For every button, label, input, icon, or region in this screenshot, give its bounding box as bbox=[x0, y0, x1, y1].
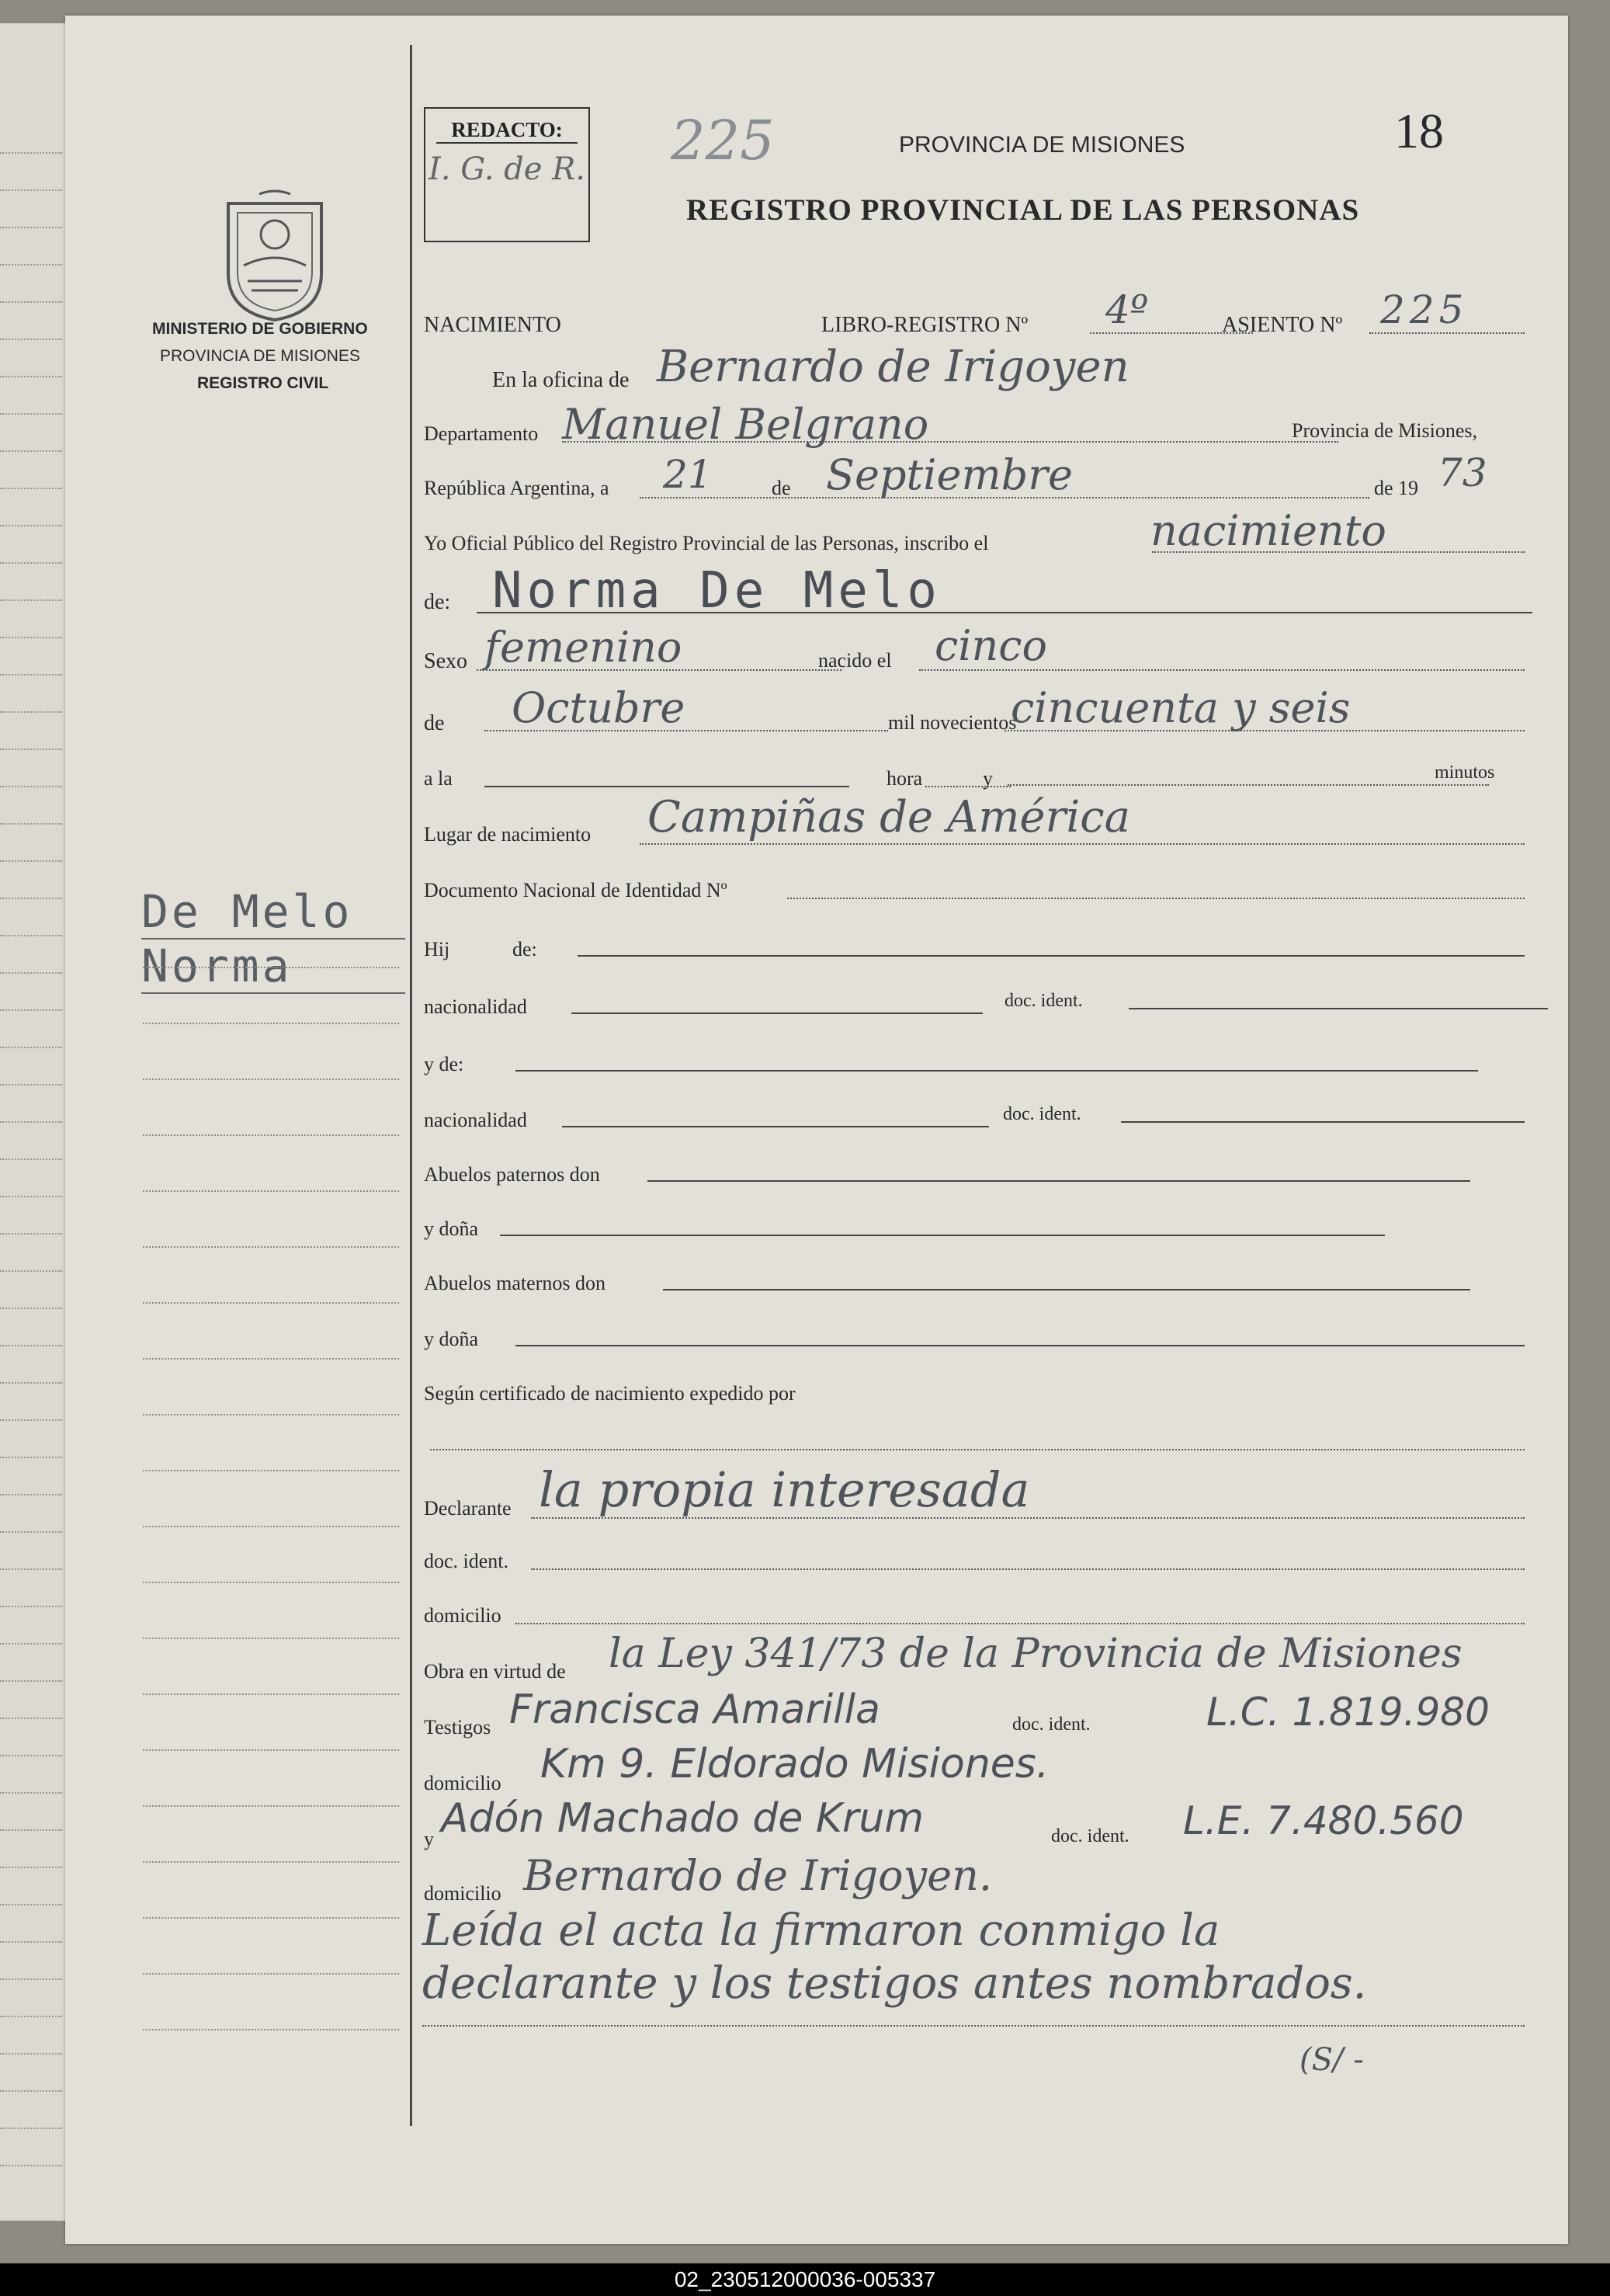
a-la-label: a la bbox=[424, 767, 453, 790]
oficina-value: Bernardo de Irigoyen bbox=[657, 342, 1129, 392]
lugar-value: Campiñas de América bbox=[647, 792, 1130, 842]
doc-ident-1-label: doc. ident. bbox=[1005, 991, 1083, 1011]
abuelos-paternos-line bbox=[647, 1180, 1470, 1182]
registry-title: REGISTRO PROVINCIAL DE LAS PERSONAS bbox=[686, 193, 1360, 227]
de-19-label: de 19 bbox=[1374, 477, 1419, 499]
testigo-1-domicilio-value: Km 9. Eldorado Misiones. bbox=[540, 1741, 1050, 1787]
hij-de-line bbox=[578, 955, 1525, 957]
doc-ident-1-line bbox=[1129, 1008, 1548, 1009]
testigo-2-y-label: y bbox=[424, 1828, 434, 1850]
hij-de-label: de: bbox=[512, 938, 537, 960]
declarante-label: Declarante bbox=[424, 1497, 512, 1520]
previous-page-edge bbox=[0, 23, 65, 2221]
closing-blank-line bbox=[422, 2025, 1525, 2027]
birth-month-line bbox=[484, 730, 888, 731]
mil-novecientos-value: cincuenta y seis bbox=[1011, 683, 1351, 732]
closing-line-1: Leída el acta la firmaron conmigo la bbox=[422, 1905, 1220, 1956]
provincia-label: Provincia de Misiones, bbox=[1292, 419, 1478, 442]
name-de-label: de: bbox=[424, 590, 451, 614]
oficina-label: En la oficina de bbox=[492, 368, 630, 392]
nacido-line bbox=[919, 669, 1525, 671]
register-page bbox=[65, 16, 1568, 2244]
provincial-seal-icon bbox=[213, 188, 337, 324]
minutos-line bbox=[1008, 784, 1489, 786]
name-value: Norma De Melo bbox=[492, 562, 942, 620]
inscribo-line bbox=[1152, 551, 1525, 553]
abuelos-maternos-label: Abuelos maternos don bbox=[424, 1272, 605, 1294]
y-dona-2-label: y doña bbox=[424, 1328, 479, 1350]
obra-label: Obra en virtud de bbox=[424, 1660, 566, 1683]
closing-line-2: declarante y los testigos antes nombrados. bbox=[422, 1958, 1367, 2009]
sexo-label: Sexo bbox=[424, 649, 467, 673]
image-id-footer: 02_230512000036-005337 bbox=[0, 2263, 1610, 2296]
obra-value: la Ley 341/73 de la Provincia de Misiones bbox=[609, 1631, 1463, 1677]
margin-surname: De Melo bbox=[141, 885, 405, 940]
asiento-line bbox=[1369, 332, 1525, 334]
departamento-label: Departamento bbox=[424, 422, 539, 445]
testigos-label: Testigos bbox=[424, 1716, 491, 1738]
hij-label: Hij bbox=[424, 938, 450, 960]
declarante-doc-label: doc. ident. bbox=[424, 1550, 509, 1572]
nacionalidad-2-label: nacionalidad bbox=[424, 1109, 527, 1131]
yo-oficial-label: Yo Oficial Público del Registro Provincial de las Personas, inscribo el bbox=[424, 532, 989, 554]
testigo-1-doc-label: doc. ident. bbox=[1012, 1714, 1091, 1735]
redacto-value: I. G. de R. bbox=[428, 151, 585, 187]
asiento-value: 225 bbox=[1380, 287, 1469, 332]
declarante-domicilio-label: domicilio bbox=[424, 1604, 501, 1627]
minutos-label: minutos bbox=[1435, 762, 1495, 783]
declarante-line bbox=[531, 1517, 1525, 1519]
libro-label: LIBRO-REGISTRO Nº bbox=[821, 313, 1029, 337]
dni-label: Documento Nacional de Identidad Nº bbox=[424, 879, 727, 901]
segun-line bbox=[430, 1449, 1525, 1450]
mil-novecientos-line bbox=[1005, 730, 1525, 731]
nacionalidad-2-line bbox=[562, 1126, 989, 1127]
birth-month-value: Octubre bbox=[512, 683, 685, 732]
departamento-line bbox=[562, 441, 1338, 443]
testigo-2-value: Adón Machado de Krum bbox=[441, 1795, 924, 1842]
nacimiento-label: NACIMIENTO bbox=[424, 313, 561, 337]
sexo-line bbox=[477, 669, 841, 671]
testigo-1-value: Francisca Amarilla bbox=[509, 1686, 880, 1733]
hora-dots bbox=[925, 786, 1011, 787]
nacionalidad-1-line bbox=[571, 1013, 983, 1014]
nacido-value: cinco bbox=[935, 621, 1048, 670]
lugar-line bbox=[640, 843, 1525, 845]
segun-label: Según certificado de nacimiento expedido por bbox=[424, 1382, 796, 1405]
y-label: y bbox=[983, 767, 993, 790]
departamento-value: Manuel Belgrano bbox=[562, 400, 929, 449]
margin-dotted-lines bbox=[143, 912, 399, 2030]
y-de-line bbox=[515, 1070, 1478, 1072]
nacionalidad-1-label: nacionalidad bbox=[424, 995, 527, 1018]
month-value: Septiembre bbox=[826, 450, 1073, 499]
lugar-label: Lugar de nacimiento bbox=[424, 823, 592, 846]
hora-label: hora bbox=[887, 767, 923, 790]
testigo-2-doc-label: doc. ident. bbox=[1051, 1826, 1129, 1846]
date-line bbox=[640, 497, 1369, 498]
declarante-doc-line bbox=[531, 1568, 1525, 1570]
testigo-2-doc-value: L.E. 7.480.560 bbox=[1183, 1798, 1464, 1843]
y-dona-1-line bbox=[500, 1235, 1385, 1236]
declarante-value: la propia interesada bbox=[539, 1461, 1030, 1518]
republica-label: República Argentina, a bbox=[424, 477, 609, 499]
margin-rule bbox=[410, 45, 412, 2126]
testigo-2-domicilio-value: Bernardo de Irigoyen. bbox=[523, 1851, 993, 1900]
y-dona-2-line bbox=[515, 1345, 1525, 1346]
closing-mark: (S/ - bbox=[1299, 2042, 1364, 2078]
doc-ident-2-label: doc. ident. bbox=[1003, 1104, 1081, 1124]
record-number-handwritten: 225 bbox=[671, 109, 775, 172]
abuelos-maternos-line bbox=[663, 1289, 1470, 1290]
birth-month-de-label: de bbox=[424, 711, 445, 735]
nacido-label: nacido el bbox=[818, 649, 892, 672]
abuelos-paternos-label: Abuelos paternos don bbox=[424, 1163, 600, 1186]
testigo-2-domicilio-label: domicilio bbox=[424, 1882, 501, 1905]
y-dona-1-label: y doña bbox=[424, 1217, 479, 1240]
margin-given-name: Norma bbox=[141, 940, 405, 994]
province-title: PROVINCIA DE MISIONES bbox=[899, 132, 1185, 158]
y-de-label: y de: bbox=[424, 1053, 464, 1075]
inscribo-value: nacimiento bbox=[1150, 506, 1386, 555]
page-number: 18 bbox=[1394, 103, 1444, 158]
previous-page-dotted-lines bbox=[0, 116, 62, 2166]
ministry-line-2: PROVINCIA DE MISIONES bbox=[160, 347, 360, 365]
sexo-value: femenino bbox=[484, 623, 682, 672]
ministry-line-3: REGISTRO CIVIL bbox=[197, 374, 329, 392]
doc-ident-2-line bbox=[1121, 1121, 1525, 1123]
hora-line bbox=[484, 786, 849, 787]
name-line bbox=[477, 612, 1532, 613]
asiento-label: ASIENTO Nº bbox=[1222, 313, 1343, 337]
libro-value: 4º bbox=[1105, 287, 1149, 332]
ministry-line-1: MINISTERIO DE GOBIERNO bbox=[152, 320, 368, 338]
declarante-domicilio-line bbox=[515, 1623, 1525, 1624]
redacto-box bbox=[424, 107, 590, 242]
de-month-label: de bbox=[772, 477, 791, 499]
mil-novecientos-label: mil novecientos bbox=[888, 711, 1017, 734]
day-value: 21 bbox=[663, 452, 713, 497]
testigo-1-doc-value: L.C. 1.819.980 bbox=[1206, 1690, 1490, 1735]
redacto-label: REDACTO: bbox=[436, 118, 578, 144]
testigo-1-domicilio-label: domicilio bbox=[424, 1772, 501, 1794]
year-value: 73 bbox=[1438, 450, 1487, 495]
dni-line bbox=[787, 898, 1525, 899]
